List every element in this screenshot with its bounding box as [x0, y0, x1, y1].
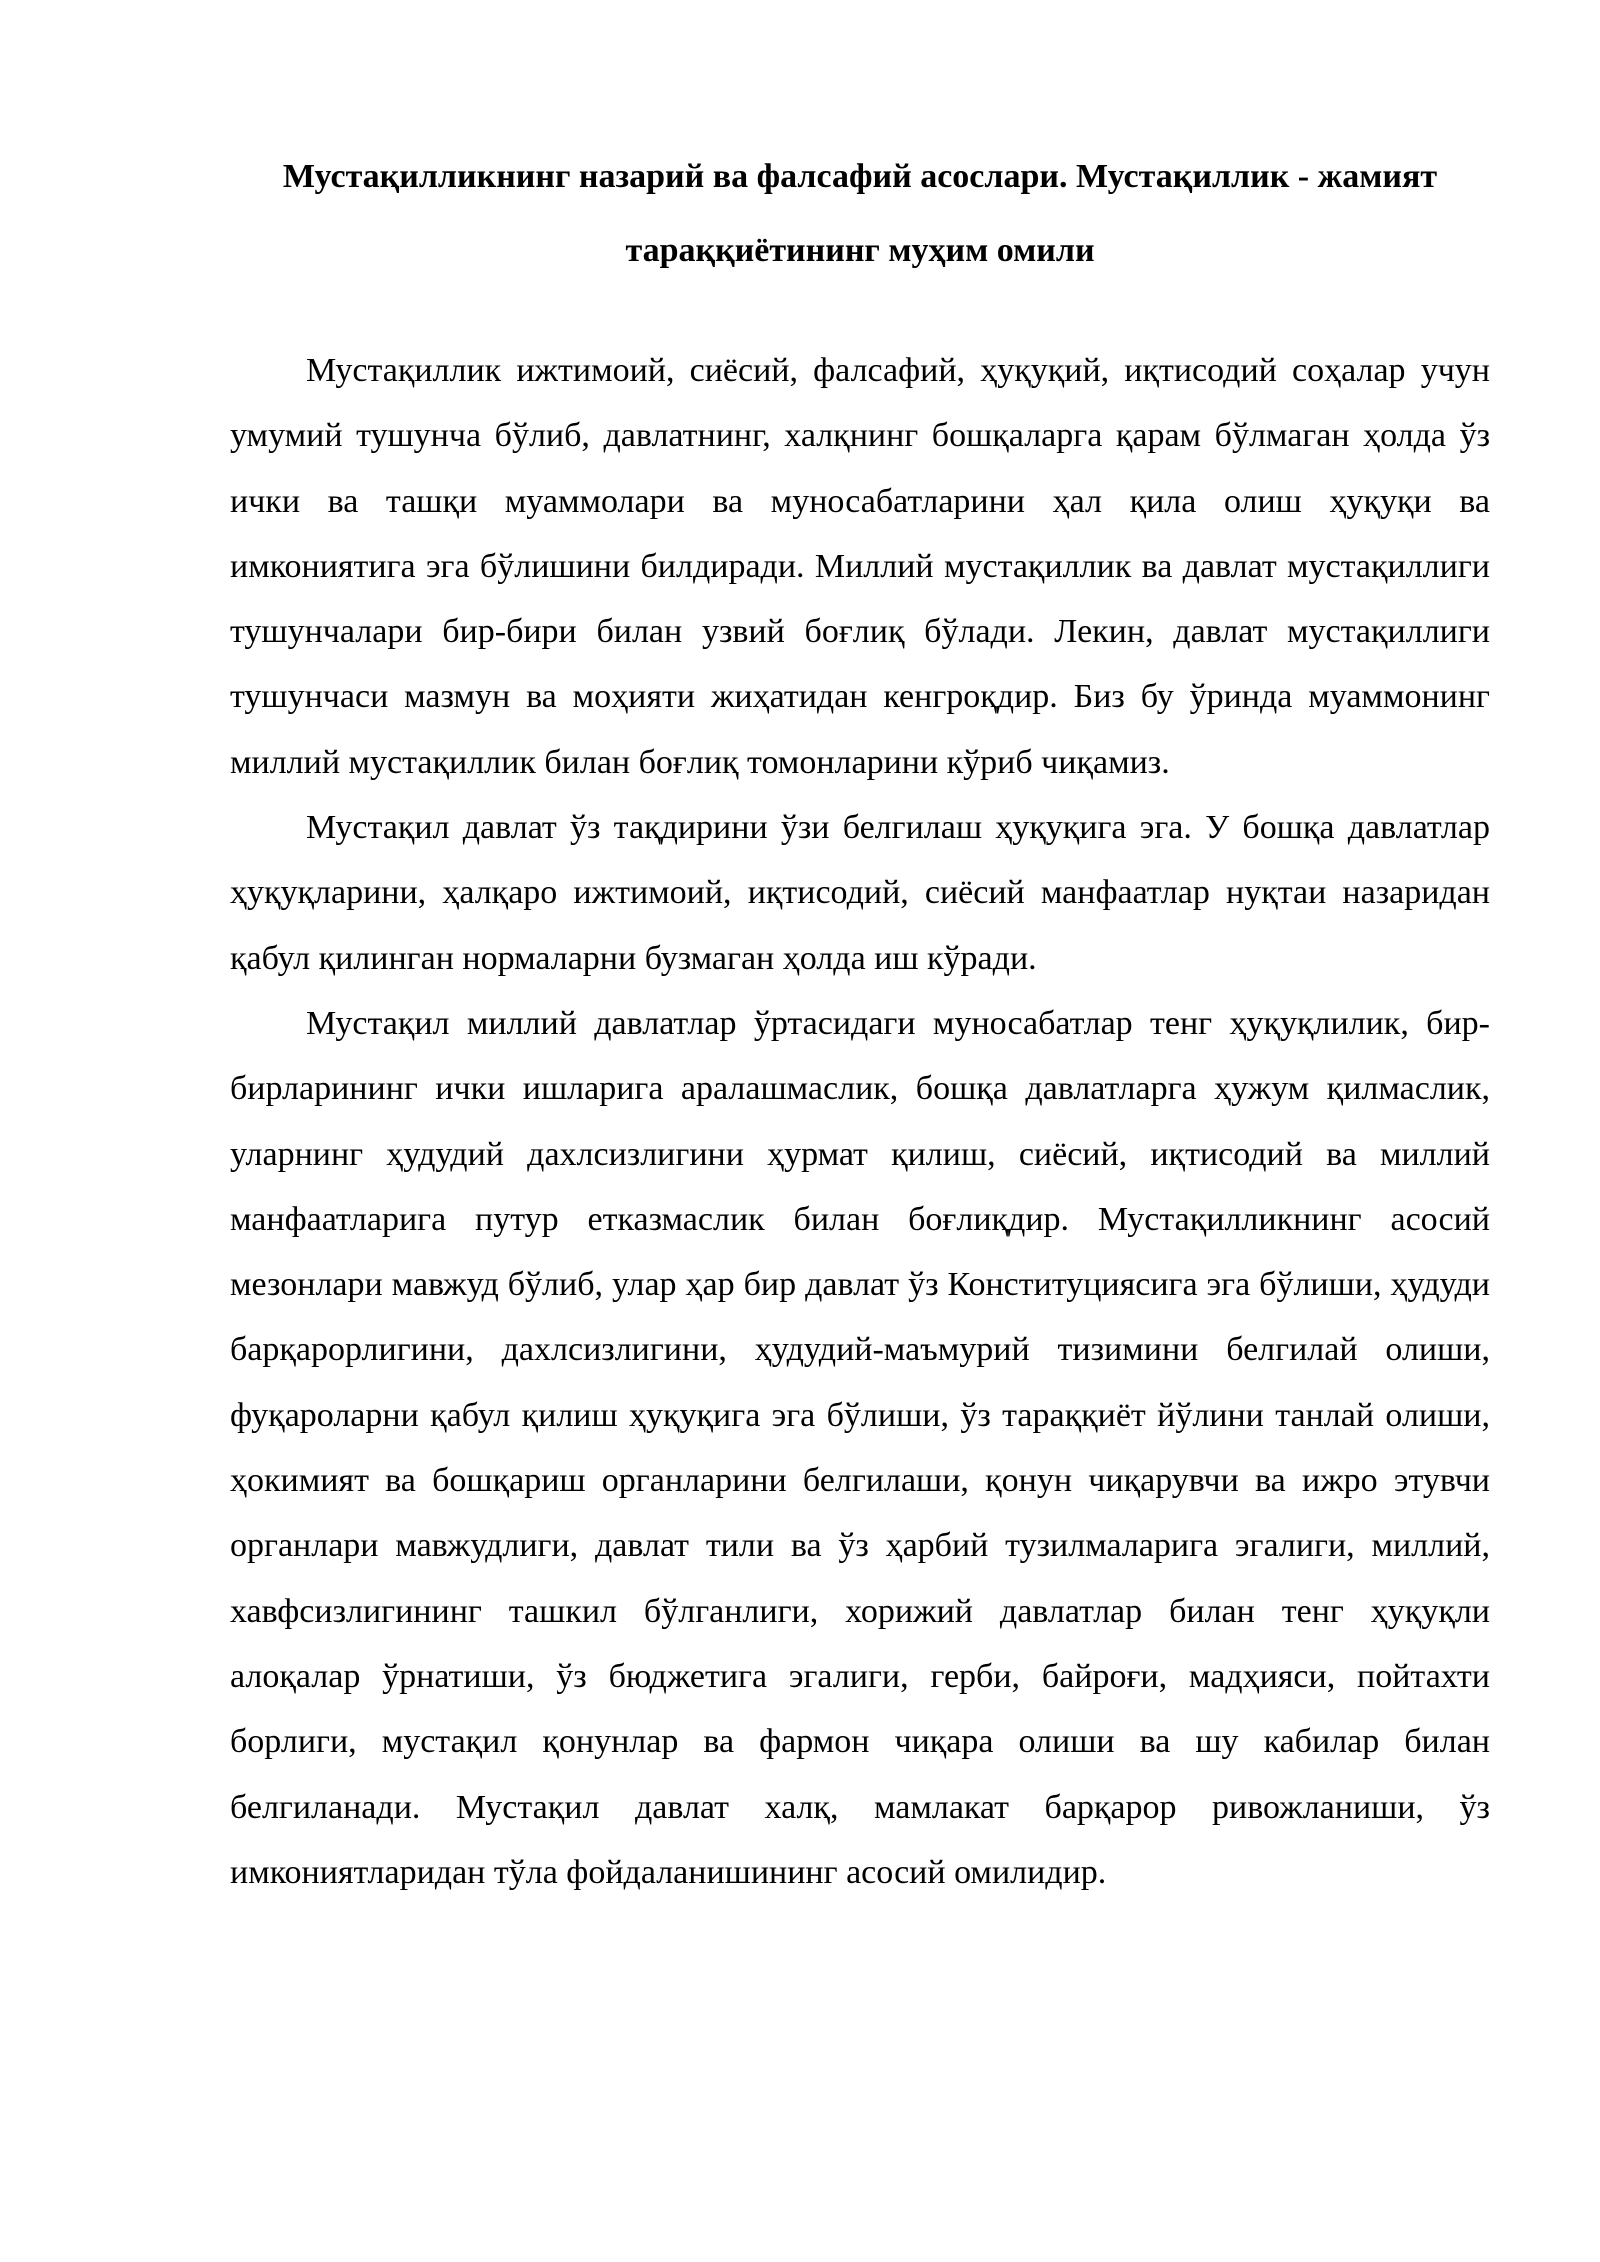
- document-body: [230, 338, 1490, 1905]
- paragraph-3: Мустақил миллий давлатлар ўртасидаги муносабатлар тенг ҳуқуқлилик, бир-бирларининг ички ишларига аралашмаслик, бошқа давлатларга ҳужум қилмаслик, уларнинг ҳудудий дахлсизлигини ҳурмат қилиш, сиёсий, иқтисодий ва миллий манфаатларига путур етказмаслик билан боғлиқдир. Мустақилликнинг асосий мезонлари мавжуд бўлиб, улар ҳар бир давлат ўз Конституциясига эга бўлиши, ҳудуди барқарорлигини, дахлсизлигини, ҳудудий-маъмурий тизимини белгилай олиши, фуқароларни қабул қилиш ҳуқуқига эга бўлиши, ўз тараққиёт йўлини танлай олиши, ҳокимият ва бошқариш органларини белгилаши, қонун чиқарувчи ва ижро этувчи органлари мавжудлиги, давлат тили ва ўз ҳарбий тузилмаларига эгалиги, миллий, хавфсизлигининг ташкил бўлганлиги, хорижий давлатлар билан тенг ҳуқуқли алоқалар ўрнатиши, ўз бюджетига эгалиги, герби, байроғи, мадҳияси, пойтахти борлиги, мустақил қонунлар ва фармон чиқара олиши ва шу кабилар билан белгиланади. Мустақил давлат халқ, мамлакат барқарор ривожланиши, ўз имкониятларидан тўла фойдаланишининг асосий омилидир.: [230, 1004, 1490, 1891]
- paragraph-2: Мустақил давлат ўз тақдирини ўзи белгилаш ҳуқуқига эга. У бошқа давлатлар ҳуқуқларини, ҳалқаро ижтимоий, иқтисодий, сиёсий манфаатлар нуқтаи назаридан қабул қилинган нормаларни бузмаган ҳолда иш кўради.: [230, 809, 1490, 977]
- paragraph-1: Мустақиллик ижтимоий, сиёсий, фалсафий, ҳуқуқий, иқтисодий соҳалар учун умумий тушунча бўлиб, давлатнинг, халқнинг бошқаларга қарам бўлмаган ҳолда ўз ички ва ташқи муаммолари ва муносабатларини ҳал қила олиш ҳуқуқи ва имкониятига эга бўлишини билдиради. Миллий мустақиллик ва давлат мустақиллиги тушунчалари бир-бири билан узвий боғлиқ бўлади. Лекин, давлат мустақиллиги тушунчаси мазмун ва моҳияти жиҳатидан кенгроқдир. Биз бу ўринда муаммонинг миллий мустақиллик билан боғлиқ томонларини кўриб чиқамиз.: [230, 352, 1490, 781]
- document-title: Мустақилликнинг назарий ва фалсафий асослари. Мустақиллик - жамият тараққиётининг муҳим омили: [282, 158, 1438, 269]
